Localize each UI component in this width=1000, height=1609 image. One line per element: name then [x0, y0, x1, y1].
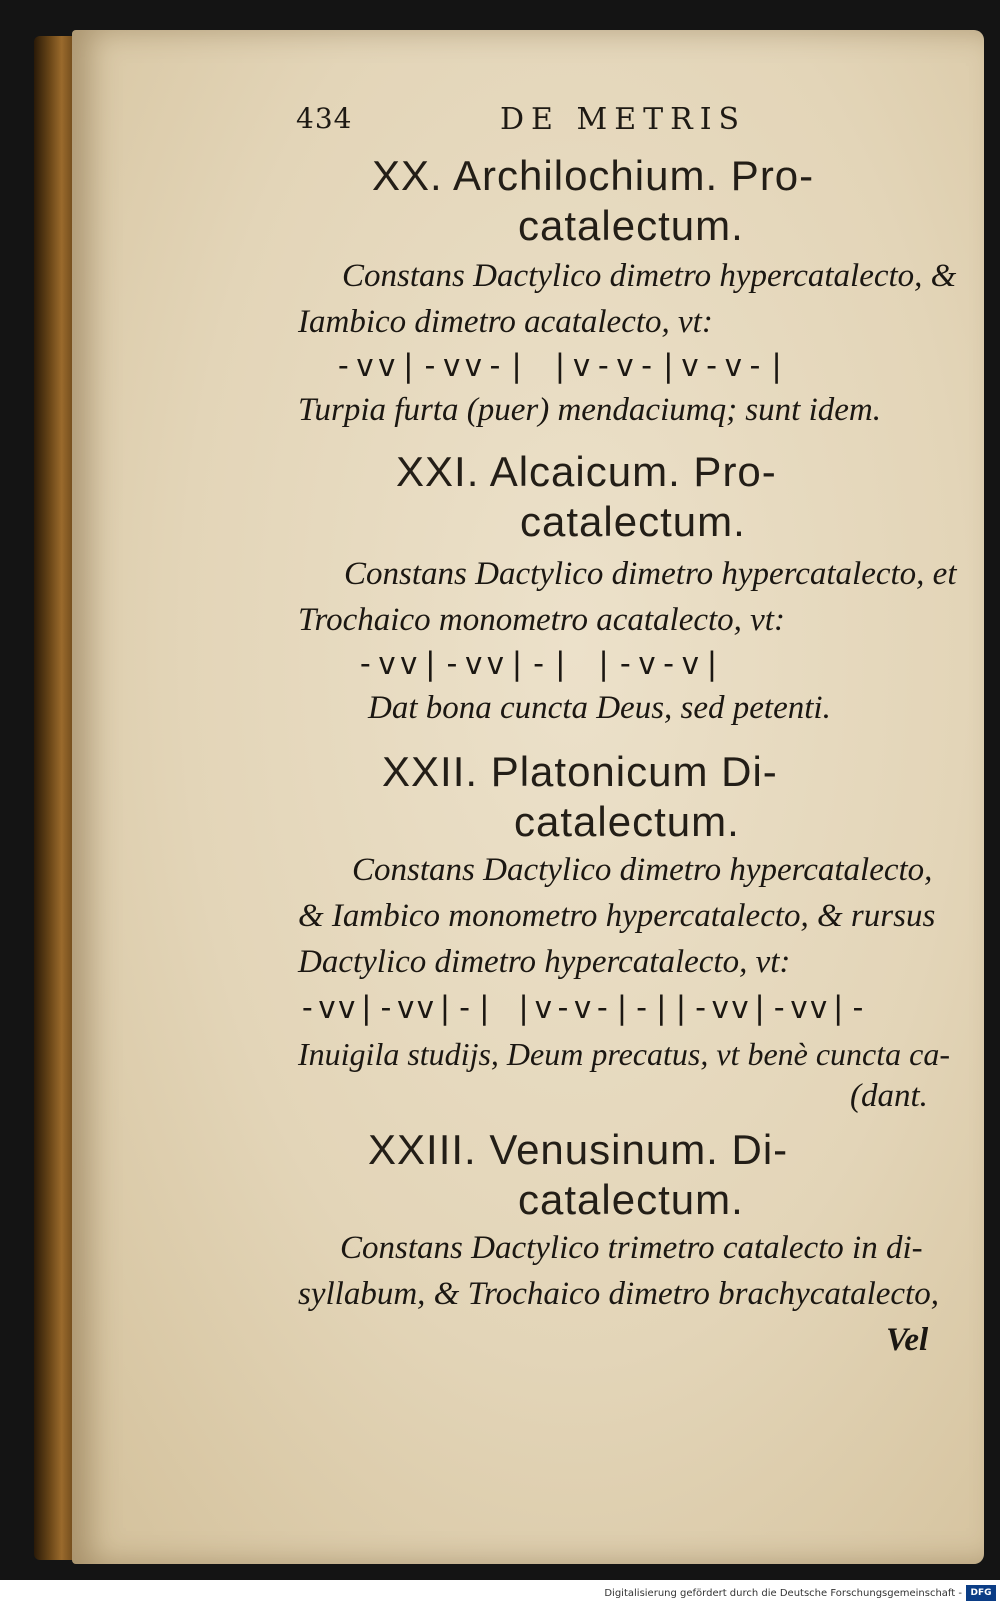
description-line: Iambico dimetro acatalecto, vt:: [298, 304, 713, 340]
footer-bar: [0, 1580, 1000, 1609]
section-heading: XXII. Platonicum Di-: [382, 748, 778, 795]
example-verse-turnover: (dant.: [850, 1078, 928, 1114]
description-line: Constans Dactylico dimetro hypercatalecto, et: [344, 556, 957, 592]
running-title: DE METRIS: [500, 102, 747, 137]
description-line: & Iambico monometro hypercatalecto, & rursus: [298, 898, 936, 934]
description-line: syllabum, & Trochaico dimetro brachycatalecto,: [298, 1276, 939, 1312]
example-verse: Dat bona cuncta Deus, sed petenti.: [368, 690, 831, 726]
description-line: Dactylico dimetro hypercatalecto, vt:: [298, 944, 791, 980]
section-heading-cont: catalectum.: [518, 1176, 744, 1223]
digitization-credit: Digitalisierung gefördert durch die Deutsche Forschungsgemeinschaft -: [604, 1588, 962, 1599]
catchword: Vel: [886, 1322, 929, 1358]
section-heading-cont: catalectum.: [514, 798, 740, 845]
book-page: [72, 30, 984, 1564]
example-verse: Inuigila studijs, Deum precatus, vt benè cuncta ca-: [298, 1036, 950, 1072]
description-line: Constans Dactylico dimetro hypercatalecto, &: [342, 258, 957, 294]
section-heading: XXI. Alcaicum. Pro-: [396, 448, 777, 495]
metrical-scheme: -vv|-vv-| |v-v-|v-v-|: [334, 348, 789, 384]
metrical-scheme: -vv|-vv|-| |-v-v|: [356, 646, 725, 682]
section-heading: XXIII. Venusinum. Di-: [368, 1126, 789, 1173]
section-heading: XX. Archilochium. Pro-: [372, 152, 815, 199]
description-line: Constans Dactylico trimetro catalecto in di-: [340, 1230, 923, 1266]
description-line: Trochaico monometro acatalecto, vt:: [298, 602, 785, 638]
description-line: Constans Dactylico dimetro hypercatalecto,: [352, 852, 933, 888]
metrical-scheme: -vv|-vv|-| |v-v-|-||-vv|-vv|-: [298, 990, 869, 1026]
section-heading-cont: catalectum.: [518, 202, 744, 249]
example-verse: Turpia furta (puer) mendaciumq; sunt idem.: [298, 392, 881, 428]
section-heading-cont: catalectum.: [520, 498, 746, 545]
page-number: 434: [296, 102, 353, 135]
dfg-logo: DFG: [966, 1585, 996, 1601]
